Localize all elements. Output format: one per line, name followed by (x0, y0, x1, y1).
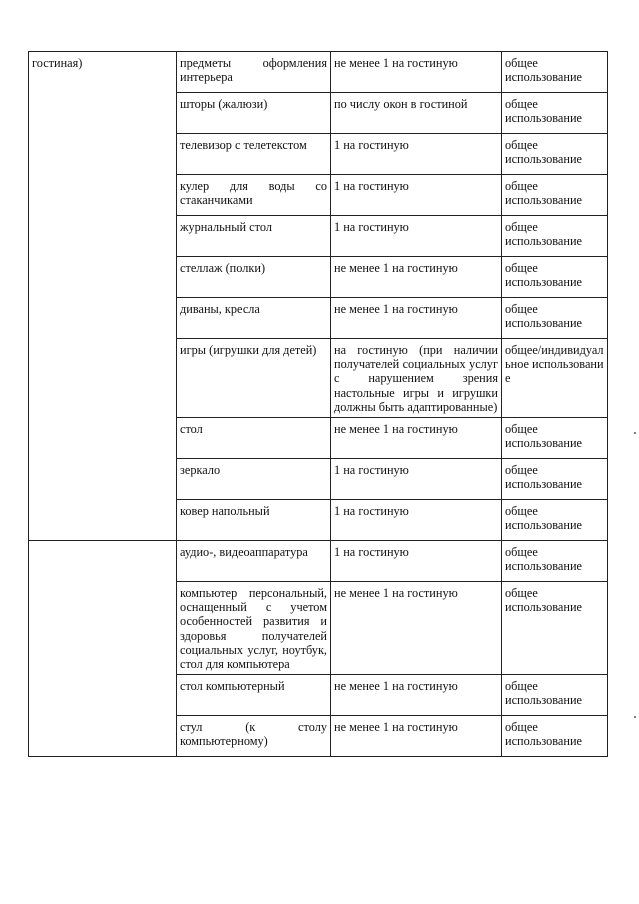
quantity-cell: по числу окон в гостиной (331, 93, 502, 134)
quantity-cell: не менее 1 на гостиную (331, 582, 502, 675)
item-cell: диваны, кресла (177, 298, 331, 339)
item-cell: предметы оформления интерьера (177, 52, 331, 93)
usage-cell: общее использование (502, 134, 608, 175)
quantity-cell: не менее 1 на гостиную (331, 257, 502, 298)
item-cell: стол (177, 418, 331, 459)
quantity-cell: 1 на гостиную (331, 134, 502, 175)
quantity-cell: не менее 1 на гостиную (331, 418, 502, 459)
item-cell: журнальный стол (177, 216, 331, 257)
usage-cell: общее использование (502, 541, 608, 582)
usage-cell: общее использование (502, 52, 608, 93)
scan-speck (634, 716, 636, 718)
usage-cell: общее использование (502, 298, 608, 339)
table-row (29, 541, 608, 582)
usage-cell: общее использование (502, 418, 608, 459)
table-row (29, 52, 608, 93)
equipment-table-page (28, 51, 607, 757)
room-group-cell: гостиная) (29, 52, 177, 541)
usage-cell: общее использование (502, 175, 608, 216)
usage-cell: общее использование (502, 216, 608, 257)
usage-cell: общее использование (502, 582, 608, 675)
item-cell: игры (игрушки для детей) (177, 339, 331, 418)
item-cell: стол компьютерный (177, 675, 331, 716)
item-cell: кулер для воды со стаканчиками (177, 175, 331, 216)
item-cell: шторы (жалюзи) (177, 93, 331, 134)
usage-cell: общее использование (502, 500, 608, 541)
scan-speck (634, 432, 636, 434)
quantity-cell: 1 на гостиную (331, 500, 502, 541)
equipment-table (28, 51, 608, 757)
quantity-cell: на гостиную (при наличии получателей социальных услуг с нарушением зрения настольные игры и игрушки должны быть адаптированные) (331, 339, 502, 418)
quantity-cell: 1 на гостиную (331, 175, 502, 216)
item-cell: телевизор с телетекстом (177, 134, 331, 175)
quantity-cell: не менее 1 на гостиную (331, 298, 502, 339)
quantity-cell: 1 на гостиную (331, 541, 502, 582)
item-cell: стеллаж (полки) (177, 257, 331, 298)
quantity-cell: не менее 1 на гостиную (331, 52, 502, 93)
usage-cell: общее использование (502, 257, 608, 298)
quantity-cell: 1 на гостиную (331, 216, 502, 257)
item-cell: ковер напольный (177, 500, 331, 541)
usage-cell: общее использование (502, 716, 608, 757)
item-cell: аудио-, видеоаппаратура (177, 541, 331, 582)
room-group-cell-empty (29, 541, 177, 757)
usage-cell: общее/индивидуальное использование (502, 339, 608, 418)
usage-cell: общее использование (502, 93, 608, 134)
quantity-cell: не менее 1 на гостиную (331, 716, 502, 757)
usage-cell: общее использование (502, 459, 608, 500)
item-cell: зеркало (177, 459, 331, 500)
usage-cell: общее использование (502, 675, 608, 716)
item-cell: компьютер персональный, оснащенный с учетом особенностей развития и здоровья получателей социальных услуг, ноутбук, стол для компьютера (177, 582, 331, 675)
quantity-cell: 1 на гостиную (331, 459, 502, 500)
item-cell: стул (к столу компьютерному) (177, 716, 331, 757)
quantity-cell: не менее 1 на гостиную (331, 675, 502, 716)
